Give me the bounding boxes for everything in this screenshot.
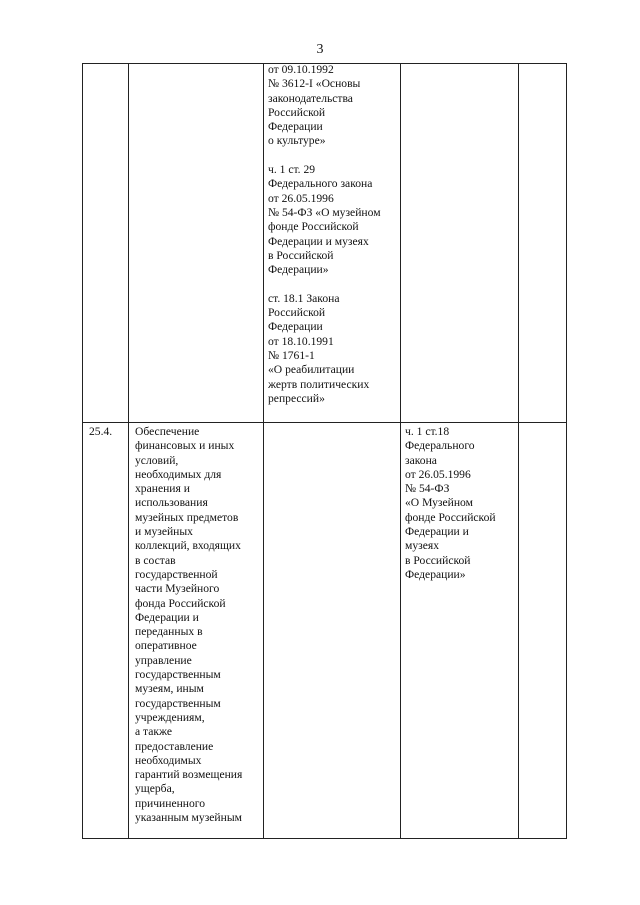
table-bottom-border (82, 838, 567, 839)
page-number: 3 (316, 42, 324, 57)
row2-number: 25.4. (89, 425, 113, 438)
table-right-border (566, 63, 567, 839)
table-left-border (82, 63, 83, 839)
row-divider (82, 422, 567, 423)
row2-legal-basis: ч. 1 ст.18 Федерального закона от 26.05.1996 № 54-ФЗ «О Музейном фонде Российской Федерации и музеях в Российской Федерации» (405, 425, 496, 581)
column-divider-2 (263, 63, 264, 839)
column-divider-4 (518, 63, 519, 839)
row1-legal-basis: от 09.10.1992 № 3612-I «Основы законодательства Российской Федерации о культуре» ч. 1 ст. 29 Федерального закона от 26.05.1996 № 54-ФЗ «О музейном фонде Российской Федерации и музеях в Российской Федерации» ст. 18.1 Закона Российской Федерации от 18.10.1991 № 1761-1 «О реабилитации жертв политических репрессий» (268, 63, 381, 405)
column-divider-1 (128, 63, 129, 839)
row2-name: Обеспечение финансовых и иных условий, необходимых для хранения и использования музейных предметов и музейных коллекций, входящих в состав государственной части Музейного фонда Российской Федерации и переданных в оперативное управление государственным музеям, иным государственным учреждениям, а также предоставление необходимых гарантий возмещения ущерба, причиненного указанным музейным (135, 425, 243, 825)
column-divider-3 (400, 63, 401, 839)
